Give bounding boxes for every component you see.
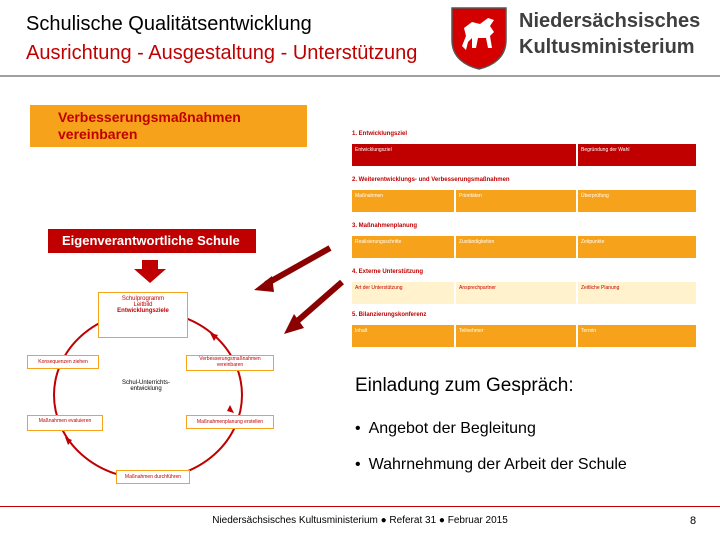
bullet-begleitung <box>355 420 536 438</box>
bullet-wahrnehmung <box>355 456 627 474</box>
page-number: 8 <box>690 515 697 527</box>
cell-art-der-unterstuetzung: Art der Unterstützung <box>355 285 403 291</box>
cycle-node-schulprogramm <box>98 292 188 338</box>
bullet-2-text: Wahrnehmung der Arbeit der Schule <box>368 456 627 473</box>
cycle-center-label <box>106 380 186 392</box>
arrow-left-icon <box>254 248 330 292</box>
bullet-dot-icon: • <box>355 420 361 437</box>
cell-zeitpunkte: Zeitpunkte <box>576 236 696 258</box>
section-3-row <box>352 236 696 258</box>
arrow-down-left-icon <box>284 282 342 334</box>
cell-termin: Termin <box>576 325 696 347</box>
footer-divider <box>0 506 720 507</box>
ministry-name <box>519 8 700 60</box>
cycle-node-konsequenzen: Konsequenzen ziehen <box>27 355 99 369</box>
header-divider <box>0 75 720 77</box>
node-top-line-3: Entwicklungsziele <box>117 308 169 314</box>
eigenverantwortliche-schule-banner: Eigenverantwortliche Schule <box>48 229 256 253</box>
section-1-row <box>352 144 696 166</box>
cell-teilnehmer: Teilnehmer <box>454 325 574 347</box>
cell-massnahmen: Maßnahmen <box>355 193 384 199</box>
section-5-heading: 5. Bilanzierungskonferenz <box>352 312 427 318</box>
cycle-node-massnahmenplanung: Maßnahmenplanung erstellen <box>186 415 274 429</box>
cell-zustaendigkeiten: Zuständigkeiten <box>454 236 574 258</box>
invitation-title: Einladung zum Gespräch: <box>355 375 574 396</box>
cell-entwicklungsziel: Entwicklungsziel <box>355 147 392 153</box>
section-4-row <box>352 282 696 304</box>
cell-zeitliche-planung: Zeitliche Planung <box>576 282 696 304</box>
cycle-node-evaluieren: Maßnahmen evaluieren <box>27 415 103 431</box>
cell-begruendung: Begründung der Wahl <box>576 144 696 166</box>
cell-ansprechpartner: Ansprechpartner <box>454 282 574 304</box>
cell-ueberpruefung: Überprüfung <box>576 190 696 212</box>
ministry-line-2: Kultusministerium <box>519 36 695 58</box>
cell-realisierungsschritte: Realisierungsschritte <box>355 239 402 245</box>
pointer-arrows <box>250 240 360 350</box>
cycle-center-line-2: entwicklung <box>130 386 162 392</box>
node-top-line-2: Leitbild <box>133 302 153 308</box>
verbesserung-banner <box>30 105 307 147</box>
section-2-heading: 2. Weiterentwicklungs- und Verbesserungsmaßnahmen <box>352 177 510 183</box>
cycle-node-massnahmen-durchfuehren: Maßnahmen durchführen <box>116 470 190 484</box>
down-arrow-icon <box>134 260 166 283</box>
node-top-line-1: Schulprogramm <box>121 296 165 302</box>
cell-inhalt: Inhalt <box>355 328 368 334</box>
bullet-dot-icon: • <box>355 456 361 473</box>
section-5-row <box>352 325 696 347</box>
slide-title: Schulische Qualitätsentwicklung <box>26 13 312 35</box>
footer-text: Niedersächsisches Kultusministerium ● Referat 31 ● Februar 2015 <box>212 515 508 526</box>
ministry-line-1: Niedersächsisches <box>519 10 701 32</box>
section-3-heading: 3. Maßnahmenplanung <box>352 223 418 229</box>
section-1-heading: 1. Entwicklungsziel <box>352 131 408 137</box>
verb-line-2: vereinbaren <box>58 126 138 142</box>
cycle-center-line-1: Schul-Unterrichts- <box>121 380 170 386</box>
cycle-node-verbesserungsmassnahmen: Verbesserungsmaßnahmen vereinbaren <box>186 355 274 371</box>
cell-prioritaeten: Prioritäten <box>454 190 574 212</box>
lower-saxony-coat-of-arms-icon <box>450 6 508 70</box>
bullet-1-text: Angebot der Begleitung <box>368 420 536 437</box>
section-4-heading: 4. Externe Unterstützung <box>352 269 424 275</box>
verb-line-1: Verbesserungsmaßnahmen <box>58 109 241 125</box>
section-2-row <box>352 190 696 212</box>
slide-subtitle: Ausrichtung - Ausgestaltung - Unterstützung <box>26 42 418 64</box>
